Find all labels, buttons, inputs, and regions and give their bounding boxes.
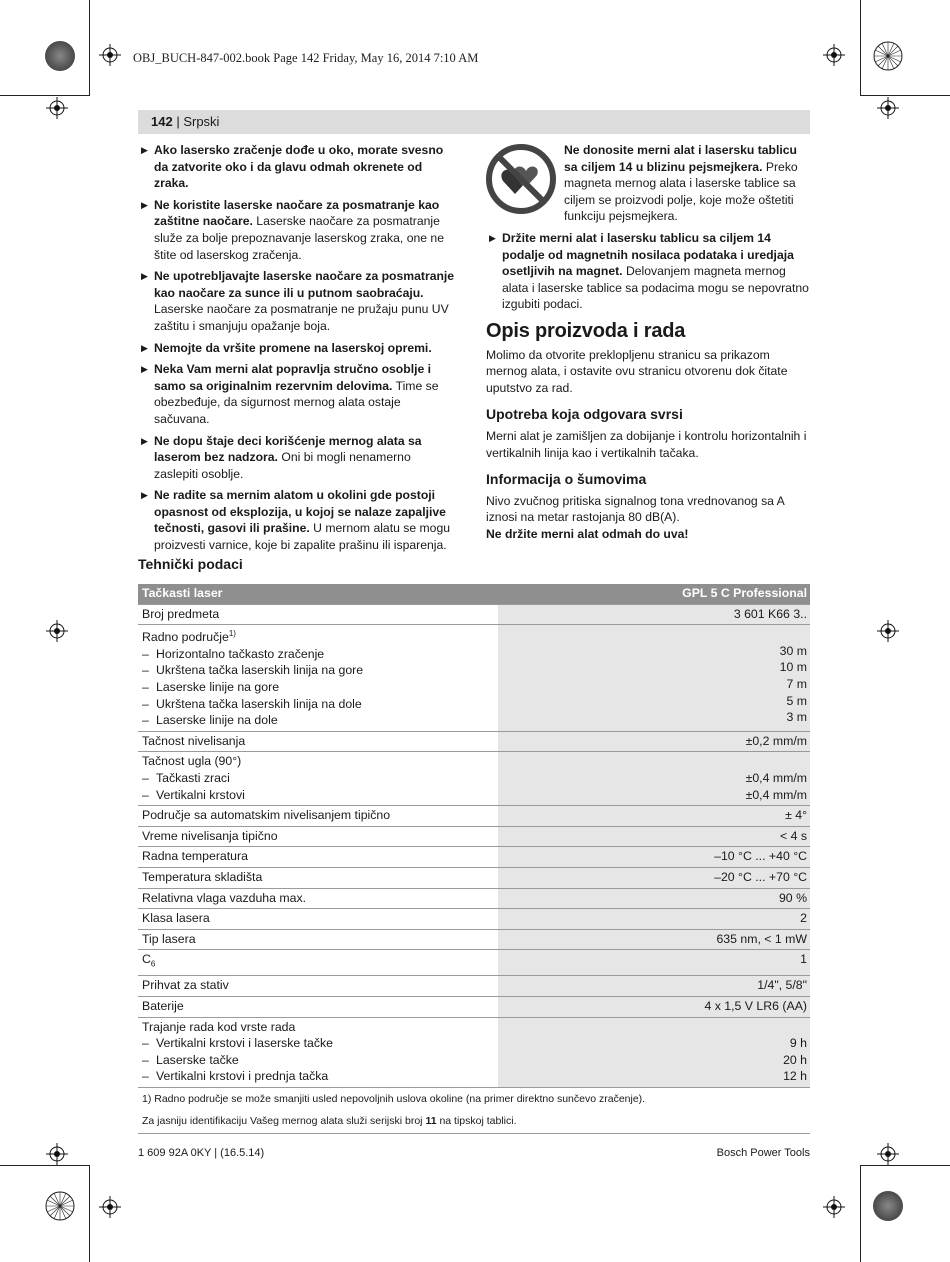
header-language: Srpski: [183, 114, 220, 129]
footnote-row: [138, 1110, 810, 1134]
print-info: OBJ_BUCH-847-002.book Page 142 Friday, May 16, 2014 7:10 AM: [133, 51, 479, 65]
noise-text: Nivo zvučnog pritiska signalnog tona vrednovanog sa A iznosi na metar rastojanja 80 dB(A).: [486, 493, 785, 525]
table-header-row: [138, 584, 810, 604]
right-column: [486, 230, 810, 543]
row-value: 30 m 10 m 7 m 5 m 3 m: [498, 625, 810, 732]
safety-bullet: ▶ Ne upotrebljavajte laserske naočare za posmatranje kao naočare za sunce ili u putnom saobraćaju. Laserske naočare za posmatranje ne pružaju punu UV zaštitu i smanjuju opažanje boja.: [138, 268, 458, 334]
footer-left: 1 609 92A 0KY | (16.5.14): [138, 1147, 265, 1159]
usage-text: Merni alat je zamišljen za dobijanje i kontrolu horizontalnih i vertikalnih linija kao i vertikalnih tačaka.: [486, 428, 807, 460]
table-row: Područje sa automatskim nivelisanjem tipično ± 4°: [138, 806, 810, 827]
usage-title: Upotreba koja odgovara svrsi: [486, 406, 683, 423]
row-value: 3 601 K66 3..: [498, 604, 810, 625]
row-value: 1: [498, 950, 810, 976]
row-value: ±0,2 mm/m: [498, 731, 810, 752]
footnote: 1) Radno područje se može smanjiti usled nepovoljnih uslova okoline (na primer direktno sunčevo zračenje).: [138, 1087, 810, 1109]
safety-bullet: ▶ Neka Vam merni alat popravlja stručno osoblje i samo sa originalnim rezervnim delovima. Time se obezbeđuje, da sigurnost mernog alata ostaje sačuvana.: [138, 361, 458, 427]
table-row: Baterije 4 x 1,5 V LR6 (AA): [138, 997, 810, 1018]
table-header-label: Tačkasti laser: [138, 584, 498, 604]
star-target-icon: [873, 41, 903, 71]
table-row: [138, 731, 810, 752]
table-header-value: GPL 5 C Professional: [498, 584, 810, 604]
pacemaker-warning: Ne donosite merni alat i lasersku tablicu sa ciljem 14 u blizinu pejsmejkera. Preko magneta mernog alata i laserske tablice sa ciljem se proizvodi polje, koje može oštetiti funkciju pejsmejkera.: [564, 143, 798, 224]
safety-bullet: ▶ Ne koristite laserske naočare za posmatranje kao zaštitne naočare. Laserske naočare za posmatranje služe za bolje prepoznavanje laserskog zraka, one ne štite od laserskog zračenja.: [138, 197, 458, 263]
noise-warning: Ne držite merni alat odmah do uva!: [486, 526, 689, 541]
registration-mark-icon: [877, 620, 899, 642]
row-label: Trajanje rada kod vrste rada – Vertikalni krstovi i laserske tačke – Laserske tačke – Vertikalni krstovi i prednja tačka: [138, 1017, 498, 1087]
registration-mark-icon: [823, 1196, 845, 1218]
safety-bullet: ▶ Ako lasersko zračenje dođe u oko, morate svesno da zatvorite oko i da glavu odmah okrenete od zraka.: [138, 142, 458, 192]
footer-right: Bosch Power Tools: [716, 1147, 810, 1159]
left-column: [138, 142, 458, 559]
registration-mark-icon: [46, 620, 68, 642]
page-header: [138, 110, 810, 134]
table-row: Vreme nivelisanja tipično < 4 s: [138, 826, 810, 847]
spec-table: [138, 584, 810, 1134]
table-row: Tip lasera 635 nm, < 1 mW: [138, 929, 810, 950]
table-row: [138, 752, 810, 806]
footnote-row: [138, 1087, 810, 1109]
noise-title: Informacija o šumovima: [486, 471, 647, 488]
table-row: Klasa lasera 2: [138, 909, 810, 930]
table-row: Temperatura skladišta –20 °C ... +70 °C: [138, 868, 810, 889]
page-number: 142: [151, 114, 173, 129]
row-label: Radno područje$^{1)}$ – Horizontalno tačkasto zračenje – Ukrštena tačka laserskih linija na gore – Laserske linije na gore – Ukrštena tačka laserskih linija na dole – Laserske linije na dole: [138, 625, 498, 732]
table-row: [138, 1017, 810, 1087]
section-intro: Molimo da otvorite preklopljenu stranicu sa prikazom mernog alata, i ostavite ovu stranicu otvorenu dok čitate uputstvo za rad.: [486, 347, 788, 395]
row-value: ±0,4 mm/m ±0,4 mm/m: [498, 752, 810, 806]
safety-bullet: ▶ Ne radite sa mernim alatom u okolini gde postoji opasnost od eksplozija, u kojoj se nalaze zapaljive tečnosti, gasovi ili prašine. U mernom alatu se mogu proizvesti varnice, koje bi zapalite prašinu ili isparenja.: [138, 487, 458, 553]
row-label: $C_6$: [142, 952, 156, 969]
table-row: [138, 604, 810, 625]
registration-mark-icon: [46, 97, 68, 119]
footnote: Za jasniju identifikaciju Vašeg mernog alata služi serijski broj 11 na tipskoj tablici.: [138, 1110, 810, 1134]
table-row: [138, 625, 810, 732]
row-label: Tačnost ugla (90°) – Tačkasti zraci – Vertikalni krstovi: [138, 752, 498, 806]
registration-mark-icon: [877, 1143, 899, 1165]
registration-mark-icon: [99, 1196, 121, 1218]
tech-title: Tehnički podaci: [138, 556, 243, 572]
header-separator: |: [172, 114, 184, 129]
safety-bullet: ▶ Nemojte da vršite promene na laserskoj opremi.: [138, 340, 458, 357]
row-value: 9 h 20 h 12 h: [498, 1017, 810, 1087]
table-row: Radna temperatura –10 °C ... +40 °C: [138, 847, 810, 868]
safety-bullet: ▶ Ne dopu štaje deci korišćenje mernog alata sa laserom bez nadzora. Oni bi mogli nenamerno zaslepiti osoblje.: [138, 433, 458, 483]
right-column-top: [564, 142, 810, 225]
no-pacemaker-icon: [486, 144, 556, 214]
table-row: Prihvat za stativ 1/4", 5/8": [138, 976, 810, 997]
color-target-disc: [45, 41, 75, 71]
table-row: [138, 950, 810, 976]
table-row: Relativna vlaga vazduha max. 90 %: [138, 888, 810, 909]
row-label: Broj predmeta: [142, 606, 220, 621]
registration-mark-icon: [877, 97, 899, 119]
registration-mark-icon: [823, 44, 845, 66]
registration-mark-icon: [46, 1143, 68, 1165]
registration-mark-icon: [99, 44, 121, 66]
row-label: Tačnost nivelisanja: [142, 733, 246, 748]
star-target-icon: [45, 1191, 75, 1221]
safety-bullet: ▶ Držite merni alat i lasersku tablicu sa ciljem 14 podalje od magnetnih nosilaca podataka i uredjaja osetljivih na magnet. Delovanjem magneta mernog alata i laserske tablice sa podacima mogu se nepovratno izgubiti podaci.: [486, 230, 810, 313]
color-target-disc: [873, 1191, 903, 1221]
section-title: Opis proizvoda i rada: [486, 319, 686, 342]
